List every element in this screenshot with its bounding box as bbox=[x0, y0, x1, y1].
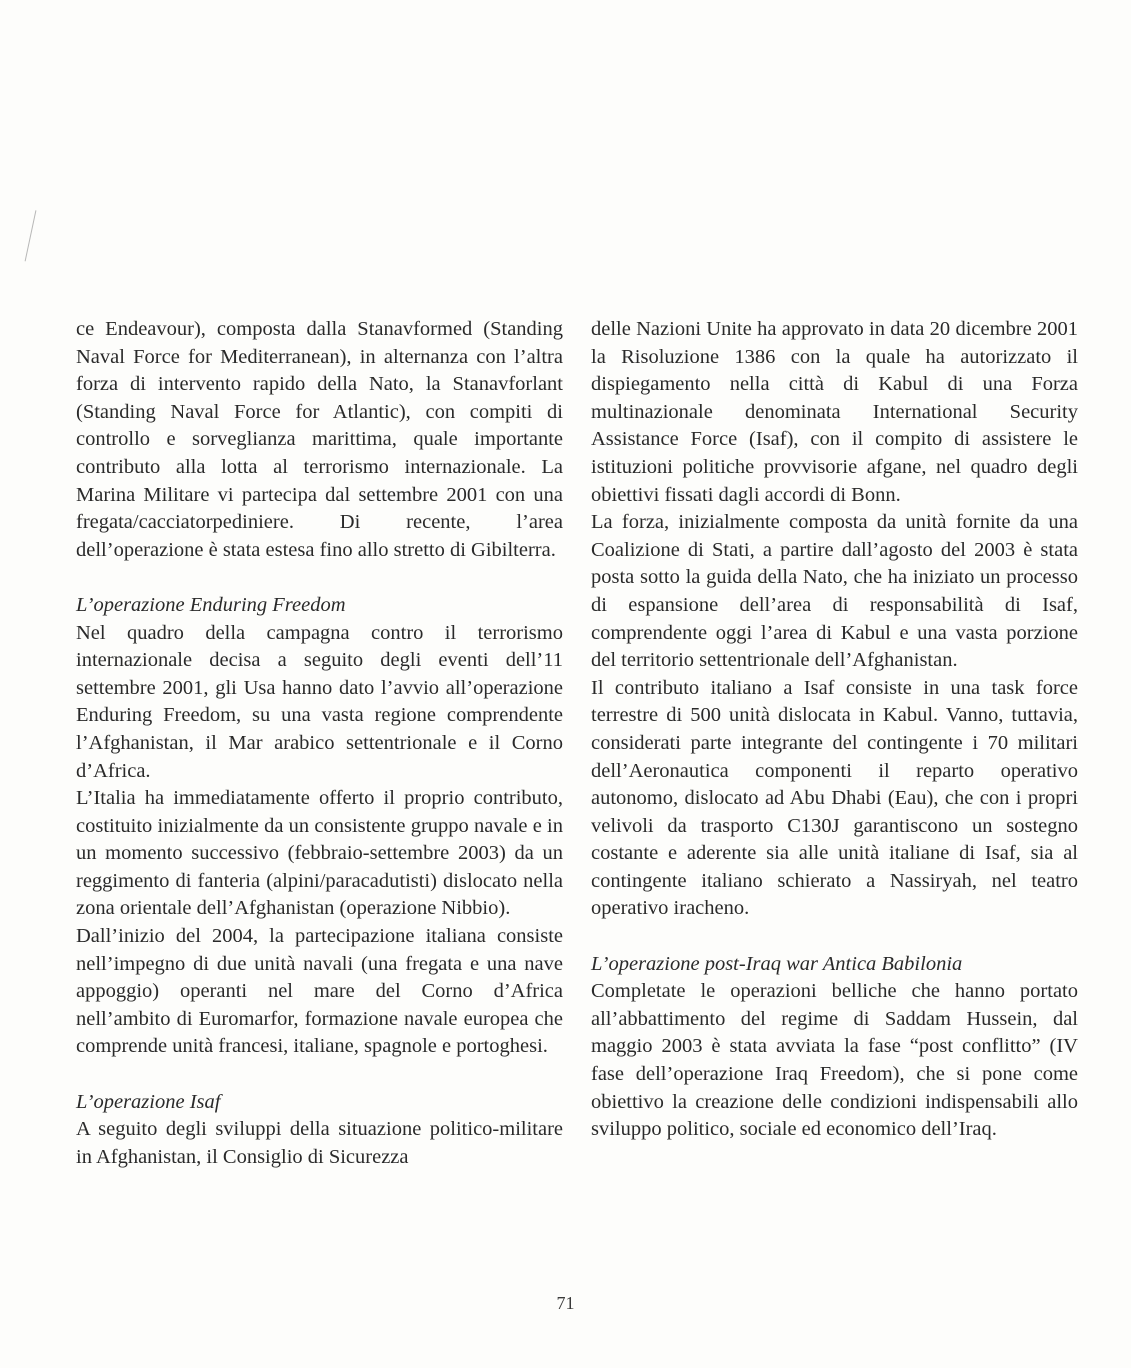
right-column bbox=[591, 316, 1078, 1144]
paragraph-isaf-continued: delle Nazioni Unite ha approvato in data 20 dicembre 2001 la Risoluzione 1386 con la quale ha autorizzato il dispiegamento nella città di Kabul di una Forza multinazionale denominata International Security Assistance Force (Isaf), con il compito di assistere le istituzioni politiche provvisorie afgane, nel quadro degli obiettivi fissati dagli accordi di Bonn. bbox=[591, 318, 1078, 506]
paragraph-enduring-3: Dall’inizio del 2004, la partecipazione italiana consiste nell’impegno di due unità navali (una fregata e una nave appoggio) operanti nel mare del Corno d’Africa nell’ambito di Euromarfor, formazione navale europea che comprende unità francesi, italiane, spagnole e portoghesi. bbox=[76, 925, 563, 1058]
heading-isaf: L’operazione Isaf bbox=[76, 1090, 221, 1113]
paragraph-isaf-nato: La forza, inizialmente composta da unità fornite da una Coalizione di Stati, a partire dall’agosto del 2003 è stata posta sotto la guida della Nato, che ha iniziato un processo di espansione dell’area di responsabilità di Isaf, comprendente oggi l’area di Kabul e una vasta porzione del territorio settentrionale dell’Afghanistan. bbox=[591, 511, 1078, 672]
heading-enduring-freedom: L’operazione Enduring Freedom bbox=[76, 593, 346, 616]
paragraph-enduring-1: Nel quadro della campagna contro il terrorismo internazionale decisa a seguito degli eventi dell’11 settembre 2001, gli Usa hanno dato l’avvio all’operazione Enduring Freedom, su una vasta regione comprendente l’Afghanistan, il Mar arabico settentrionale e il Corno d’Africa. bbox=[76, 621, 563, 782]
paragraph-isaf-start: A seguito degli sviluppi della situazione politico-militare in Afghanistan, il Consiglio di Sicurezza bbox=[76, 1118, 563, 1168]
margin-pencil-mark bbox=[25, 210, 39, 261]
left-column bbox=[76, 316, 563, 1171]
paragraph-isaf-italian-contribution: Il contributo italiano a Isaf consiste in una task force terrestre di 500 unità dislocata in Kabul. Vanno, tuttavia, considerati parte integrante del contingente i 70 militari dell’Aeronautica componenti il reparto operativo autonomo, dislocato ad Abu Dhabi (Eau), che con i propri velivoli da trasporto C130J garantiscono un sostegno costante e aderente sia alle unità italiane di Isaf, sia al contingente italiano schierato a Nassiryah, nel teatro operativo iracheno. bbox=[591, 676, 1078, 920]
paragraph-enduring-2: L’Italia ha immediatamente offerto il proprio contributo, costituito inizialmente da un consistente gruppo navale e in un momento successivo (febbraio-settembre 2003) da un reggimento di fanteria (alpini/paracadutisti) dislocato nella zona orientale dell’Afghanistan (operazione Nibbio). bbox=[76, 787, 563, 920]
page-number: 71 bbox=[556, 1293, 575, 1313]
paragraph-antica-babilonia: Completate le operazioni belliche che hanno portato all’abbattimento del regime di Saddam Hussein, dal maggio 2003 è stata avviata la fase “post conflitto” (IV fase dell’operazione Iraq Freedom), che si pone come obiettivo la creazione delle condizioni indispensabili allo sviluppo politico, sociale ed economico dell’Iraq. bbox=[591, 980, 1078, 1141]
paragraph-endeavour-continued: ce Endeavour), composta dalla Stanavformed (Standing Naval Force for Mediterranean), in alternanza con l’altra forza di intervento rapido della Nato, la Stanavforlant (Standing Naval Force for Atlantic), con compiti di controllo e sorveglianza marittima, quale importante contributo alla lotta al terrorismo internazionale. La Marina Militare vi partecipa dal settembre 2001 con una fregata/cacciatorpediniere. Di recente, l’area dell’operazione è stata estesa fino allo stretto di Gibilterra. bbox=[76, 318, 563, 561]
heading-antica-babilonia: L’operazione post-Iraq war Antica Babilonia bbox=[591, 952, 963, 975]
